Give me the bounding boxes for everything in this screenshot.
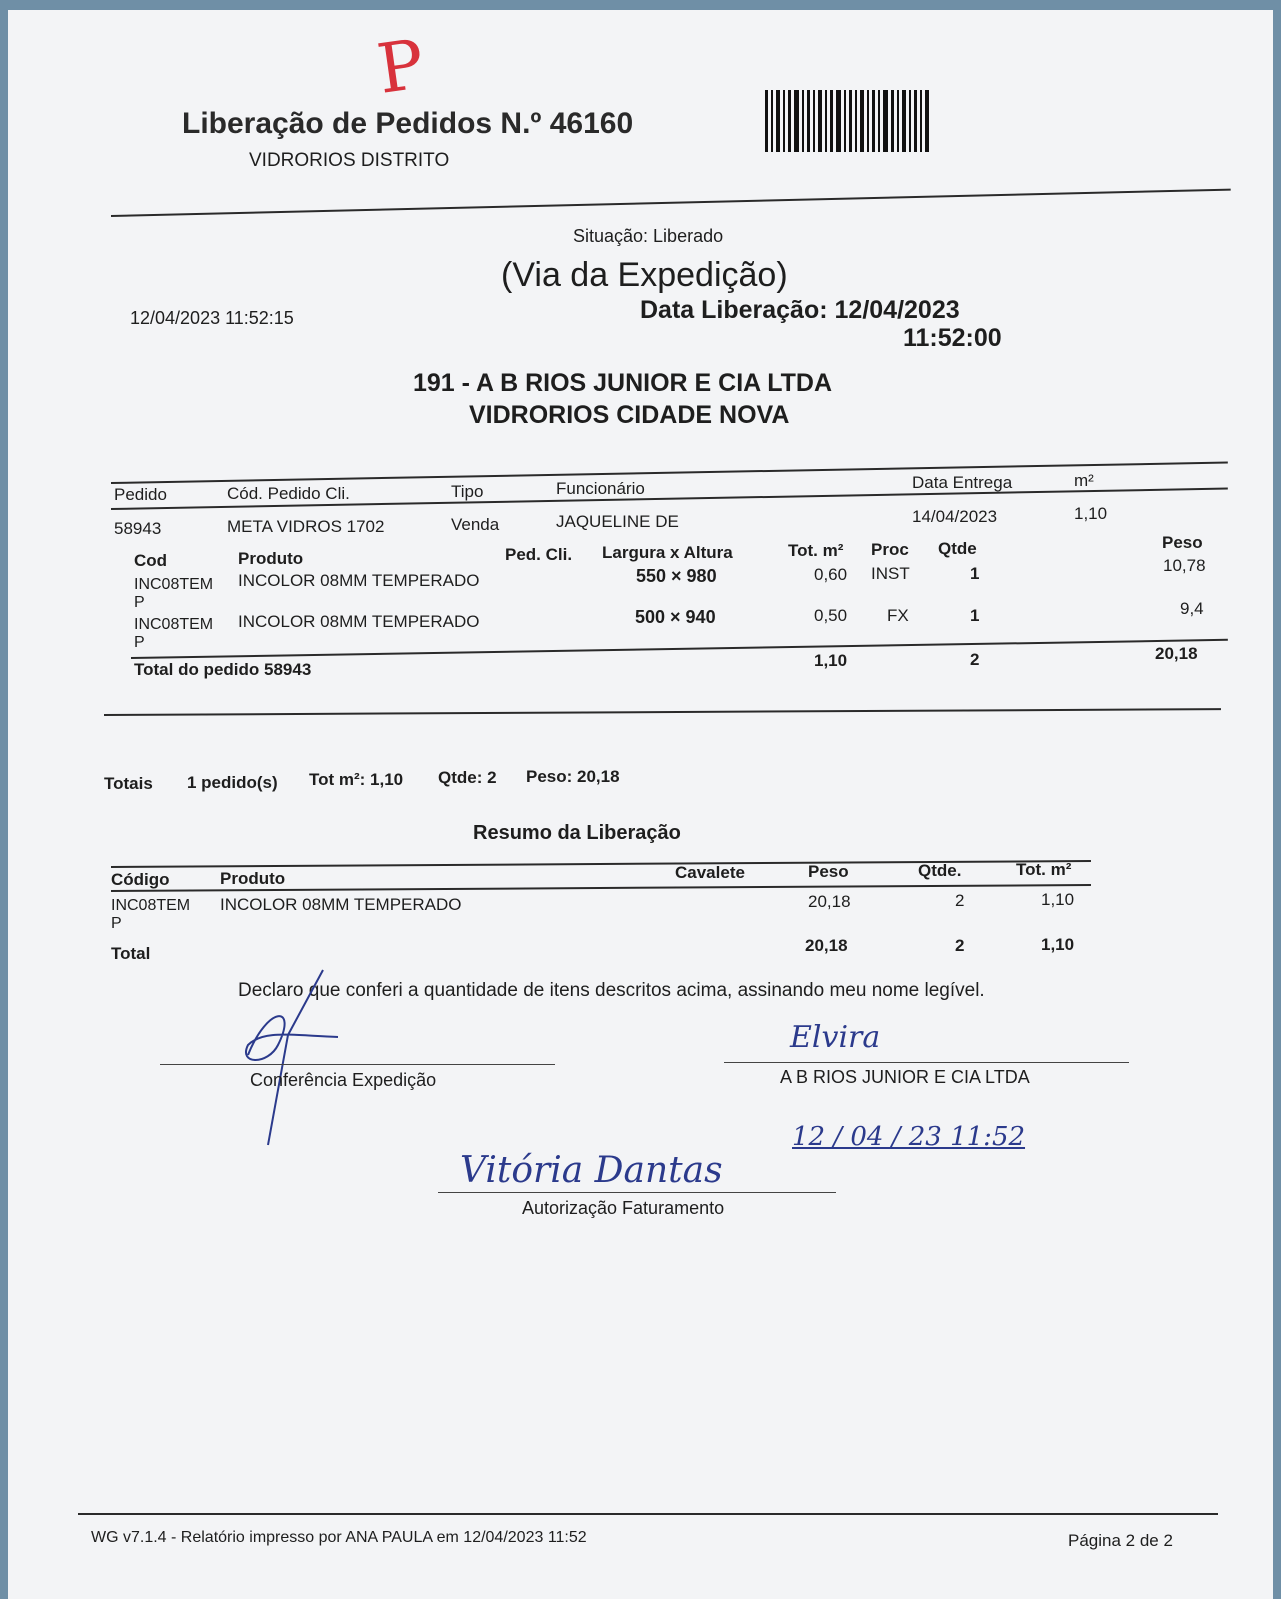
summary-header-qtde: Qtde.	[918, 861, 962, 880]
footer-rule	[78, 1513, 1218, 1515]
item-row-1-proc: INST	[871, 564, 910, 583]
print-datetime: 12/04/2023 11:52:15	[130, 308, 294, 328]
order-tipo: Venda	[451, 515, 500, 534]
item-header-qtde: Qtde	[938, 539, 977, 558]
order-total-tot-m2: 1,10	[814, 651, 848, 670]
col-header-cod-pedido-cli: Cód. Pedido Cli.	[227, 484, 350, 503]
order-total-rule	[131, 639, 1228, 659]
summary-header-peso: Peso	[808, 862, 849, 881]
item-header-ped-cli: Ped. Cli.	[505, 545, 573, 564]
order-total-peso: 20,18	[1155, 644, 1198, 663]
header-divider	[111, 189, 1231, 217]
item-row-1-tot-m2: 0,60	[814, 565, 848, 584]
item-header-produto: Produto	[238, 549, 304, 568]
release-time: 11:52:00	[903, 324, 1002, 352]
col-header-m2: m²	[1074, 471, 1094, 490]
item-row-1-dims: 550 × 980	[636, 566, 717, 586]
summary-title: Resumo da Liberação	[473, 822, 681, 844]
summary-row-tot-m2: 1,10	[1041, 890, 1075, 909]
totals-tot-m2: Tot m²: 1,10	[309, 770, 404, 789]
item-code-line: P	[134, 594, 145, 611]
totals-label: Totais	[104, 774, 153, 793]
expedicao-signature	[228, 965, 358, 1155]
barcode	[765, 90, 965, 152]
item-row-2-dims: 500 × 940	[635, 607, 716, 627]
item-row-2-produto: INCOLOR 08MM TEMPERADO	[238, 612, 480, 631]
summary-code-line: INC08TEM	[111, 897, 191, 914]
order-total-qtde: 2	[970, 650, 980, 669]
totals-qtde: Qtde: 2	[438, 768, 497, 787]
document-title: Liberação de Pedidos N.º 46160	[182, 107, 634, 140]
document-page	[8, 10, 1273, 1599]
item-header-proc: Proc	[871, 540, 909, 559]
summary-code-line: P	[111, 915, 122, 932]
order-funcionario: JAQUELINE DE	[556, 512, 679, 531]
col-header-data-entrega: Data Entrega	[912, 473, 1013, 492]
summary-row-code	[111, 897, 190, 933]
expedicao-signature-line	[160, 1064, 555, 1065]
totals-pedidos: 1 pedido(s)	[187, 773, 278, 792]
item-header-largura-altura: Largura x Altura	[602, 543, 733, 562]
summary-row-qtde: 2	[955, 891, 965, 910]
via-title: (Via da Expedição)	[501, 256, 788, 294]
item-row-1-cod	[134, 576, 213, 612]
summary-total-label: Total	[111, 944, 151, 963]
item-row-2-tot-m2: 0,50	[814, 606, 848, 625]
client-branch: VIDRORIOS CIDADE NOVA	[469, 401, 790, 429]
col-header-tipo: Tipo	[451, 482, 484, 501]
item-row-1-qtde: 1	[970, 564, 980, 583]
summary-row-peso: 20,18	[808, 892, 851, 911]
expedicao-signature-label: Conferência Expedição	[250, 1070, 437, 1090]
item-row-1-peso: 10,78	[1163, 556, 1206, 575]
order-m2: 1,10	[1074, 504, 1108, 523]
cliente-signature-line	[724, 1062, 1129, 1063]
col-header-pedido: Pedido	[114, 485, 167, 504]
item-code-line: INC08TEM	[134, 616, 214, 633]
item-header-peso: Peso	[1162, 533, 1203, 552]
summary-total-peso: 20,18	[805, 936, 848, 955]
order-pedido: 58943	[114, 519, 162, 538]
item-row-2-peso: 9,4	[1180, 599, 1204, 618]
order-total-label: Total do pedido 58943	[134, 660, 312, 679]
release-date: Data Liberação: 12/04/2023	[640, 296, 960, 324]
order-cod-pedido-cli: META VIDROS 1702	[227, 517, 385, 536]
item-header-tot-m2: Tot. m²	[788, 541, 844, 560]
summary-header-codigo: Código	[111, 870, 170, 889]
order-section-bottom-rule	[104, 708, 1221, 716]
item-row-2-proc: FX	[887, 606, 909, 625]
totals-peso: Peso: 20,18	[526, 767, 620, 786]
summary-total-qtde: 2	[955, 936, 965, 955]
footer-print-info: WG v7.1.4 - Relatório impresso por ANA PAULA em 12/04/2023 11:52	[91, 1529, 587, 1546]
summary-header-tot-m2: Tot. m²	[1016, 860, 1072, 879]
order-table-top-rule	[111, 462, 1228, 484]
cliente-signature-date: 12 / 04 / 23 11:52	[792, 1122, 1026, 1152]
handwritten-red-mark: P	[372, 25, 430, 110]
item-row-2-qtde: 1	[970, 606, 980, 625]
summary-header-produto: Produto	[220, 869, 286, 888]
faturamento-signature: Vitória Dantas	[460, 1150, 723, 1191]
footer-page-number: Página 2 de 2	[1068, 1531, 1173, 1550]
summary-row-produto: INCOLOR 08MM TEMPERADO	[220, 895, 462, 914]
item-code-line: INC08TEM	[134, 576, 214, 593]
item-row-1-produto: INCOLOR 08MM TEMPERADO	[238, 571, 480, 590]
summary-header-cavalete: Cavalete	[675, 863, 745, 882]
item-code-line: P	[134, 634, 145, 651]
item-header-cod: Cod	[134, 551, 168, 570]
client-name: 191 - A B RIOS JUNIOR E CIA LTDA	[413, 369, 833, 397]
declaration-text: Declaro que conferi a quantidade de itens descritos acima, assinando meu nome legível.	[238, 980, 985, 1001]
status-text: Situação: Liberado	[573, 226, 724, 246]
col-header-funcionario: Funcionário	[556, 479, 645, 498]
cliente-signature-label: A B RIOS JUNIOR E CIA LTDA	[780, 1067, 1030, 1087]
faturamento-signature-line	[438, 1192, 836, 1193]
issuer-company: VIDRORIOS DISTRITO	[249, 150, 450, 171]
order-data-entrega: 14/04/2023	[912, 507, 998, 526]
item-row-2-cod	[134, 616, 213, 652]
faturamento-signature-label: Autorização Faturamento	[522, 1198, 725, 1218]
summary-total-tot-m2: 1,10	[1041, 935, 1075, 954]
cliente-signature: Elvira	[790, 1020, 881, 1055]
